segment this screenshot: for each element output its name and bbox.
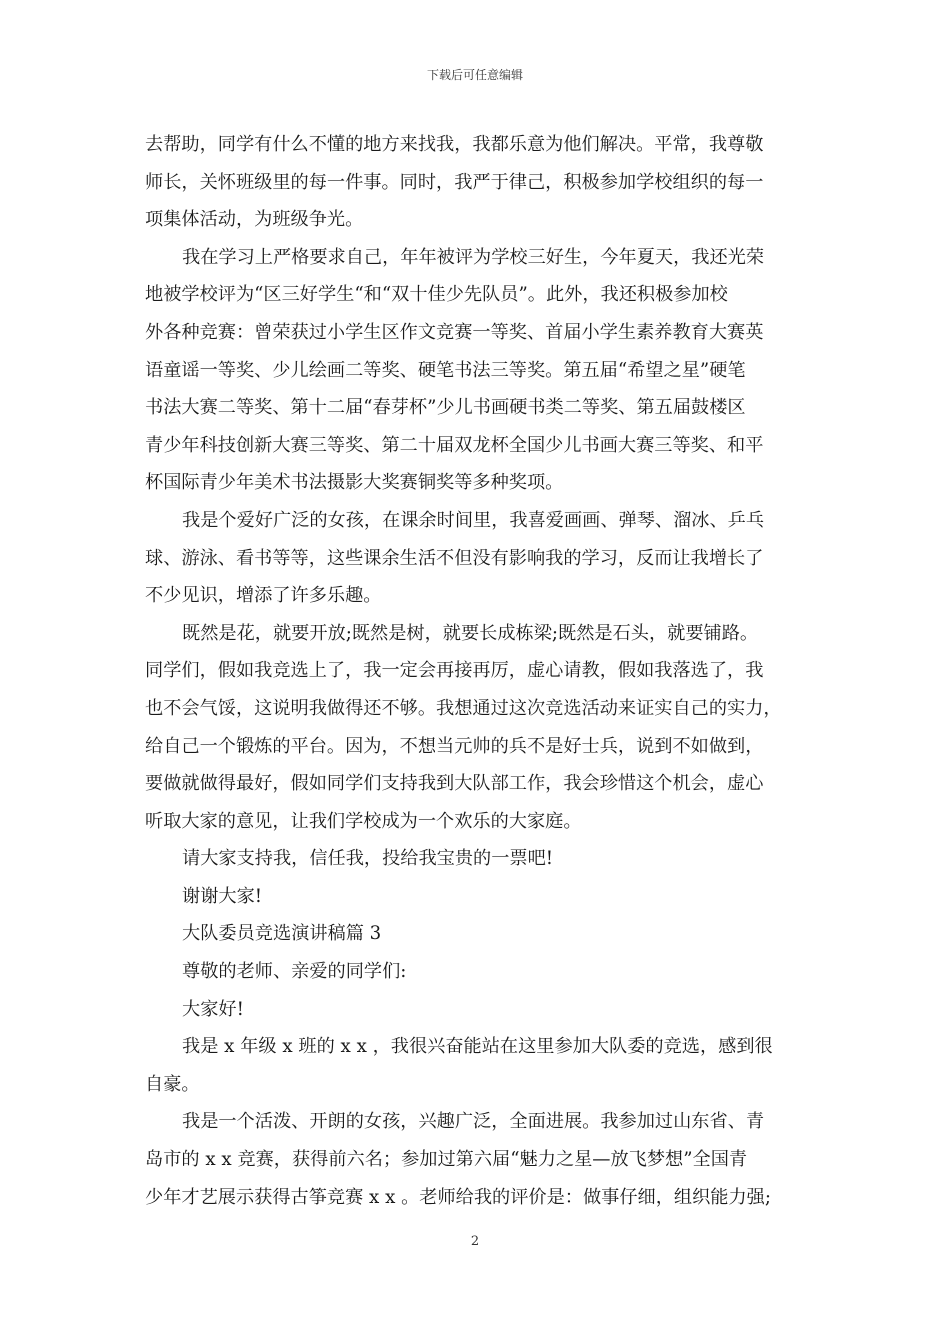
- text-line: 项集体活动，为班级争光。: [145, 209, 364, 231]
- text-line: 少年才艺展示获得古筝竞赛 x x 。老师给我的评价是：做事仔细，组织能力强;: [145, 1186, 771, 1208]
- text-line: 我是一个活泼、开朗的女孩，兴趣广泛，全面进展。我参加过山东省、青: [182, 1111, 765, 1133]
- text-line: 不少见识，增添了许多乐趣。: [145, 585, 382, 607]
- text-line: 地被学校评为“区三好学生“和“双十佳少先队员”。此外，我还积极参加校: [145, 284, 728, 306]
- text-line: 请大家支持我，信任我，投给我宝贵的一票吧!: [182, 848, 554, 870]
- text-line: 大家好!: [182, 998, 244, 1020]
- text-line: 同学们，假如我竞选上了，我一定会再接再厉，虚心请教，假如我落选了，我: [145, 660, 764, 682]
- page-number: 2: [470, 1234, 480, 1249]
- text-line: 给自己一个锻炼的平台。因为，不想当元帅的兵不是好士兵，说到不如做到，: [145, 735, 764, 757]
- page-header: 下载后可任意编辑: [426, 68, 523, 82]
- text-line: 师长，关怀班级里的每一件事。同时，我严于律己，积极参加学校组织的每一: [145, 171, 764, 193]
- text-line: 语童谣一等奖、少儿绘画二等奖、硬笔书法三等奖。第五届“希望之星”硬笔: [145, 359, 746, 381]
- text-line: 球、游泳、看书等等，这些课余生活不但没有影响我的学习，反而让我增长了: [145, 547, 764, 569]
- text-line: 岛市的 x x 竞赛，获得前六名；参加过第六届“魅力之星—放飞梦想”全国青: [145, 1149, 748, 1171]
- text-line: 我是 x 年级 x 班的 x x ，我很兴奋能站在这里参加大队委的竞选，感到很: [182, 1036, 773, 1058]
- text-line: 外各种竞赛：曾荣获过小学生区作文竞赛一等奖、首届小学生素养教育大赛英: [145, 321, 764, 343]
- document-body: [145, 126, 810, 1216]
- text-line: 尊敬的老师、亲爱的同学们:: [182, 961, 407, 983]
- text-line: 听取大家的意见，让我们学校成为一个欢乐的大家庭。: [145, 810, 582, 832]
- text-line: 大队委员竞选演讲稿篇 3: [182, 923, 382, 945]
- text-line: 要做就做得最好，假如同学们支持我到大队部工作，我会珍惜这个机会，虚心: [145, 773, 764, 795]
- text-line: 也不会气馁，这说明我做得还不够。我想通过这次竞选活动来证实自己的实力，: [145, 697, 782, 719]
- text-line: 去帮助，同学有什么不懂的地方来找我，我都乐意为他们解决。平常，我尊敬: [145, 134, 764, 155]
- text-line: 杯国际青少年美术书法摄影大奖赛铜奖等多种奖项。: [145, 472, 564, 494]
- text-line: 书法大赛二等奖、第十二届“春芽杯”少儿书画硬书类二等奖、第五届鼓楼区: [145, 397, 746, 419]
- text-line: 自豪。: [145, 1073, 200, 1095]
- text-line: 我是个爱好广泛的女孩，在课余时间里，我喜爱画画、弹琴、溜冰、乒乓: [182, 509, 765, 531]
- text-line: 既然是花，就要开放;既然是树，就要长成栋梁;既然是石头，就要铺路。: [182, 622, 759, 644]
- text-line: 谢谢大家!: [182, 885, 263, 907]
- text-line: 青少年科技创新大赛三等奖、第二十届双龙杯全国少儿书画大赛三等奖、和平: [145, 434, 764, 456]
- text-line: 我在学习上严格要求自己，年年被评为学校三好生，今年夏天，我还光荣: [182, 246, 765, 268]
